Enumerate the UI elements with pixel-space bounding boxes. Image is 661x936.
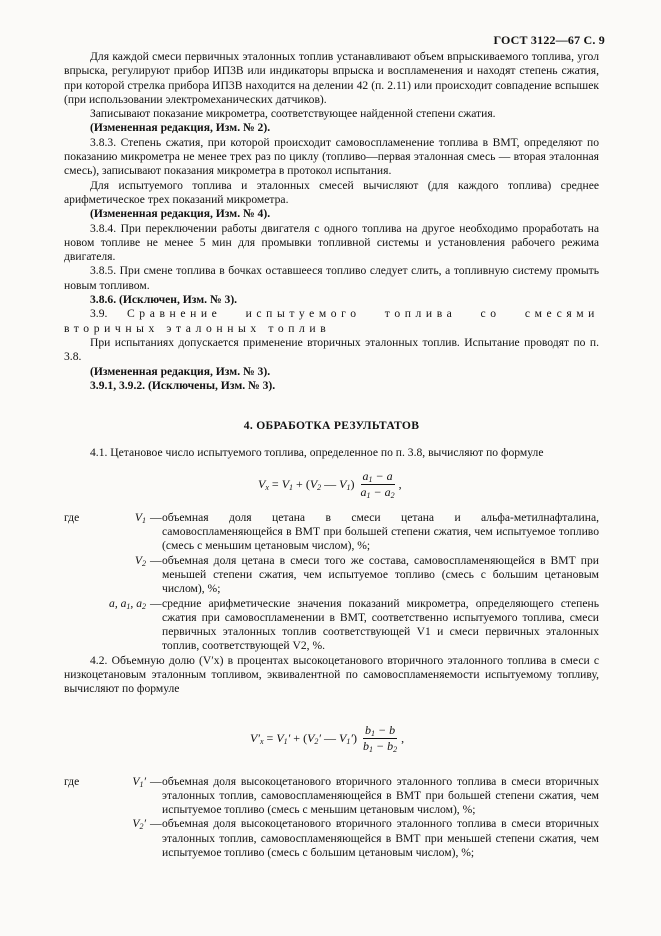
definition-row: a, $a_1$, $a_2$ — средние арифметические значения показаний микрометра, определяющего степень сжатия при самовоспламенении в ВМТ, соответственно испытуемого топлива, смеси первичных эталонных топлив соответствующей V1 и смеси первичных эталонных топлив, соответствующей V2, %. <box>64 597 599 654</box>
where-label: где <box>64 510 80 524</box>
symbol: $V_2$ <box>134 553 146 568</box>
revision-note: (Измененная редакция, Изм. № 4). <box>90 207 271 221</box>
definition-row: $V_2$ — объемная доля цетана в смеси того же состава, самовоспламеняющейся в ВМТ при меньшей степени сжатия, чем испытуемое топливо (смесь с большим цетановым числом), %; <box>64 554 599 597</box>
section-heading: 4. ОБРАБОТКА РЕЗУЛЬТАТОВ <box>243 419 420 433</box>
paragraph: Для испытуемого топлива и эталонных смесей вычисляют (для каждого топлива) среднее арифметическое трех показаний микрометра. <box>64 178 599 206</box>
symbol: $V_1'$ <box>132 774 146 789</box>
paragraph: При испытаниях допускается применение вторичных эталонных топлив. Испытание проводят по п. 3.8. <box>64 335 599 364</box>
symbol: $V_2'$ <box>132 817 146 832</box>
excluded-note: 3.8.6. (Исключен, Изм. № 3). <box>90 293 238 307</box>
paragraph: 3.8.4. При переключении работы двигателя с одного топлива на другое необходимо проработать на новом топливе не менее 5 мин для промывки топливной системы и установления рабочего режима двигателя. <box>64 221 599 264</box>
section-3-continued <box>64 50 599 860</box>
definition-text: объемная доля цетана в смеси того же состава, самовоспламеняющейся в ВМТ при меньшей степени сжатия, чем испытуемое топливо (смесь с большим цетановым числом), %; <box>162 553 599 596</box>
where-label: где <box>64 774 80 788</box>
revision-note: (Измененная редакция, Изм. № 3). <box>90 364 271 378</box>
paragraph: Для каждой смеси первичных эталонных топлив устанавливают объем впрыскиваемого топлива, угол впрыска, регулируют прибор ИП3В или индикаторы впрыска и воспламенения и находят степень сжатия, при которой стрелка прибора ИП3В находится на делении 42 (п. 2.11) или происходит совпадение вспышек (при использовании электромеханических датчиков). <box>64 50 599 106</box>
paragraph: 4.1. Цетановое число испытуемого топлива, определенное по п. 3.8, вычисляют по формуле <box>90 446 544 460</box>
definitions-list <box>64 511 599 654</box>
definition-text: объемная доля цетана в смеси цетана и альфа-метилнафталина, самовоспламеняющейся в ВМТ при большей степени сжатия, чем испытуемое топливо (смесь с меньшим цетановым числом), %; <box>162 510 599 553</box>
definition-text: средние арифметические значения показаний микрометра, определяющего степень сжатия при самовоспламенении в ВМТ, соответственно испытуемого топлива, смеси первичных эталонных топлив соответствующей V1 и смеси первичных эталонных топлив, соответствующей V2, %. <box>162 596 599 653</box>
paragraph: 4.2. Объемную долю (V′x) в процентах высокоцетанового вторичного эталонного топлива в смеси с низкоцетановым эталонным топливом, эквивалентной по самовоспламеняемости испытуемому топливу, вычисляют по формуле <box>64 653 599 696</box>
symbol: $V_1$ <box>134 510 146 525</box>
definition-row: где $V_1$ — объемная доля цетана в смеси цетана и альфа-метилнафталина, самовоспламеняющейся в ВМТ при большей степени сжатия, чем испытуемое топливо (смесь с меньшим цетановым числом), %; <box>64 510 599 553</box>
definition-text: объемная доля высокоцетанового вторичного эталонного топлива в смеси вторичных эталонных топлив, самовоспламеняющейся в ВМТ при меньшей степени сжатия, чем испытуемое топливо (смесь с большим цетановым числом), %; <box>162 817 599 860</box>
page-header: ГОСТ 3122—67 С. 9 <box>493 33 605 47</box>
definition-row: $V_2'$ — объемная доля высокоцетанового вторичного эталонного топлива в смеси вторичных эталонных топлив, самовоспламеняющейся в ВМТ при меньшей степени сжатия, чем испытуемое топливо (смесь с большим цетановым числом), %; <box>64 817 599 860</box>
clause-heading: 3.9. Сравнение испытуемого топлива со смесями вторичных эталонных топлив <box>64 307 599 335</box>
definition-text: объемная доля высокоцетанового вторичного эталонного топлива в смеси вторичных эталонных топлив, самовоспламеняющейся в ВМТ при большей степени сжатия, чем испытуемое топливо (смесь с меньшим цетановым числом), %; <box>162 774 599 817</box>
definitions-list <box>64 775 599 861</box>
paragraph: 3.8.5. При смене топлива в бочках оставшееся топливо следует слить, а топливную систему промыть новым топливом. <box>64 264 599 292</box>
definition-row: где $V_1'$ — объемная доля высокоцетанового вторичного эталонного топлива в смеси вторичных эталонных топлив, самовоспламеняющейся в ВМТ при большей степени сжатия, чем испытуемое топливо (смесь с меньшим цетановым числом), %; <box>64 774 599 817</box>
formula-cetane-number: $V_x$ = $V_1$ + ( $V_2$ — $V_1$ ) $\frac{a_1 - a}{a_1 - a_2}$ , <box>258 468 402 500</box>
revision-note: (Измененная редакция, Изм. № 2). <box>90 121 271 135</box>
paragraph: Записывают показание микрометра, соответствующее найденной степени сжатия. <box>90 107 496 121</box>
formula-secondary-fraction: $V'_x$ = $V_1'$ + ( $V_2'$ — $V_1'$ ) $\frac{b_1 - b}{b_1 - b_2}$ , <box>250 722 405 754</box>
paragraph: 3.8.3. Степень сжатия, при которой происходит самовоспламенение топлива в ВМТ, определяют по показанию микрометра не менее трех раз по циклу (топливо—первая эталонная смесь — вторая эталонная смесь), записывают показания микрометра в протокол испытания. <box>64 135 599 178</box>
symbol: a, $a_1$, $a_2$ <box>109 596 146 611</box>
excluded-note: 3.9.1, 3.9.2. (Исключены, Изм. № 3). <box>90 378 276 392</box>
